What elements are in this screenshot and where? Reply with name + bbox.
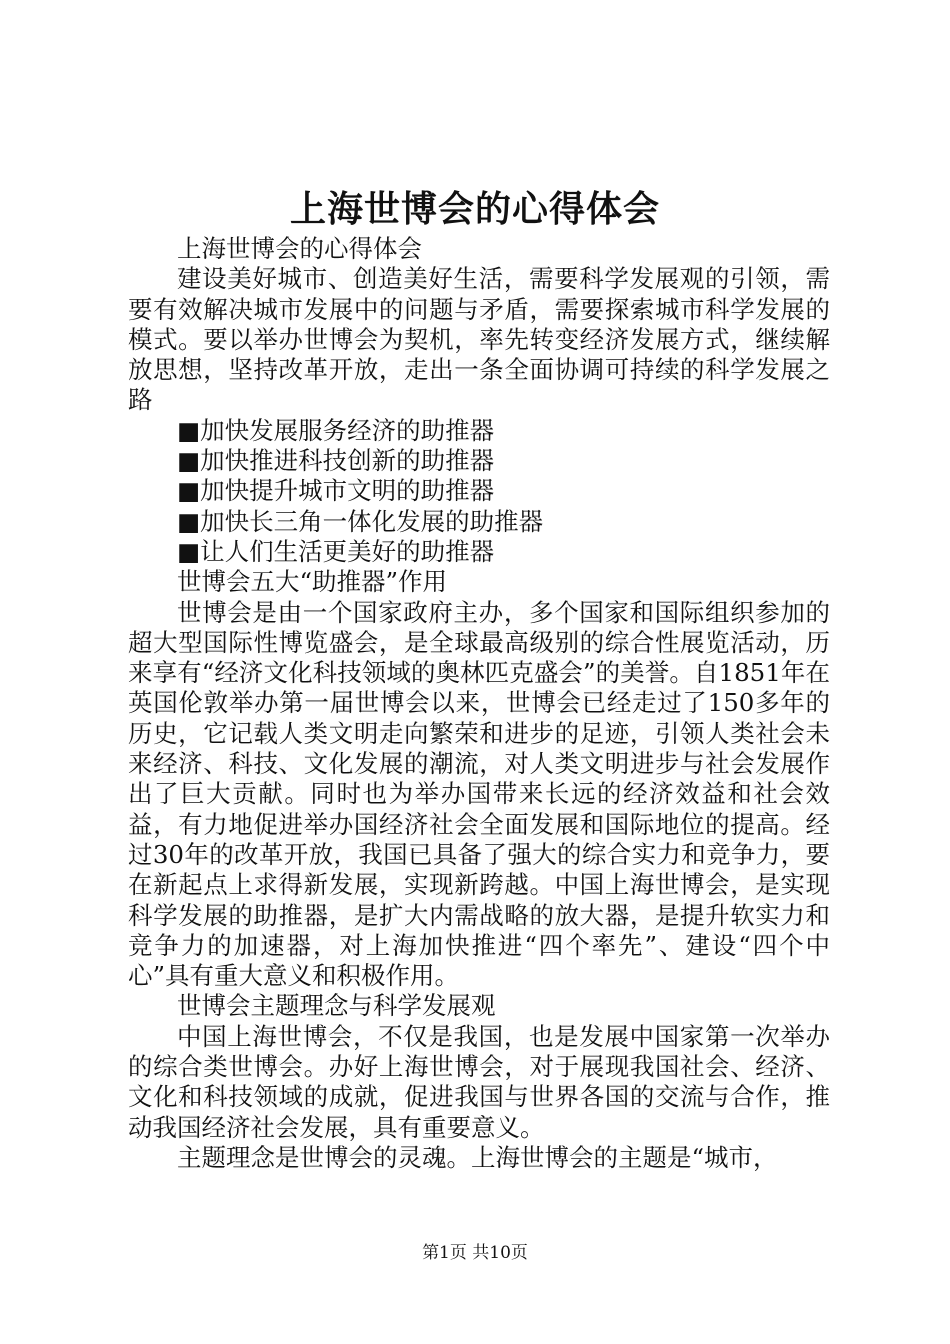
paragraph: 世博会是由一个国家政府主办，多个国家和国际组织参加的超大型国际性博览盛会，是全球最高级别的综合性展览活动，历来享有“经济文化科技领域的奥林匹克盛会”的美誉。自1851年在英国伦敦举办第一届世博会以来，世博会已经走过了150多年的历史，它记载人类文明走向繁荣和进步的足迹，引领人类社会未来经济、科技、文化发展的潮流，对人类文明进步与社会发展作出了巨大贡献。同时也为举办国带来长远的经济效益和社会效益，有力地促进举办国经济社会全面发展和国际地位的提高。经过30年的改革开放，我国已具备了强大的综合实力和竞争力，要在新起点上求得新发展，实现新跨越。中国上海世博会，是实现科学发展的助推器，是扩大内需战略的放大器，是提升软实力和竞争力的加速器，对上海加快推进“四个率先”、建设“四个中心”具有重大意义和积极作用。 bbox=[128, 597, 830, 991]
document-body bbox=[128, 234, 830, 1173]
paragraph: 主题理念是世博会的灵魂。上海世博会的主题是“城市， bbox=[177, 1142, 778, 1172]
paragraph: 建设美好城市、创造美好生活，需要科学发展观的引领，需要有效解决城市发展中的问题与矛盾，需要探索城市科学发展的模式。要以举办世博会为契机，率先转变经济发展方式，继续解放思想，坚持改革开放，走出一条全面协调可持续的科学发展之路 bbox=[128, 264, 830, 415]
bullet-item: ■加快长三角一体化发展的助推器 bbox=[177, 506, 544, 536]
paragraph: 中国上海世博会，不仅是我国，也是发展中国家第一次举办的综合类世博会。办好上海世博会，对于展现我国社会、经济、文化和科技领域的成就，促进我国与世界各国的交流与合作，推动我国经济社会发展，具有重要意义。 bbox=[128, 1021, 830, 1142]
bullet-item: ■加快提升城市文明的助推器 bbox=[177, 476, 495, 506]
bullet-item: ■让人们生活更美好的助推器 bbox=[177, 536, 495, 566]
paragraph: 上海世博会的心得体会 bbox=[177, 234, 422, 263]
bullet-item: ■加快发展服务经济的助推器 bbox=[177, 415, 495, 445]
document-title: 上海世博会的心得体会 bbox=[289, 188, 660, 230]
section-heading: 世博会五大“助推器”作用 bbox=[177, 567, 448, 597]
bullet-item: ■加快推进科技创新的助推器 bbox=[177, 446, 495, 476]
page-footer: 第1页 共10页 bbox=[422, 1243, 528, 1263]
section-heading: 世博会主题理念与科学发展观 bbox=[177, 991, 496, 1021]
